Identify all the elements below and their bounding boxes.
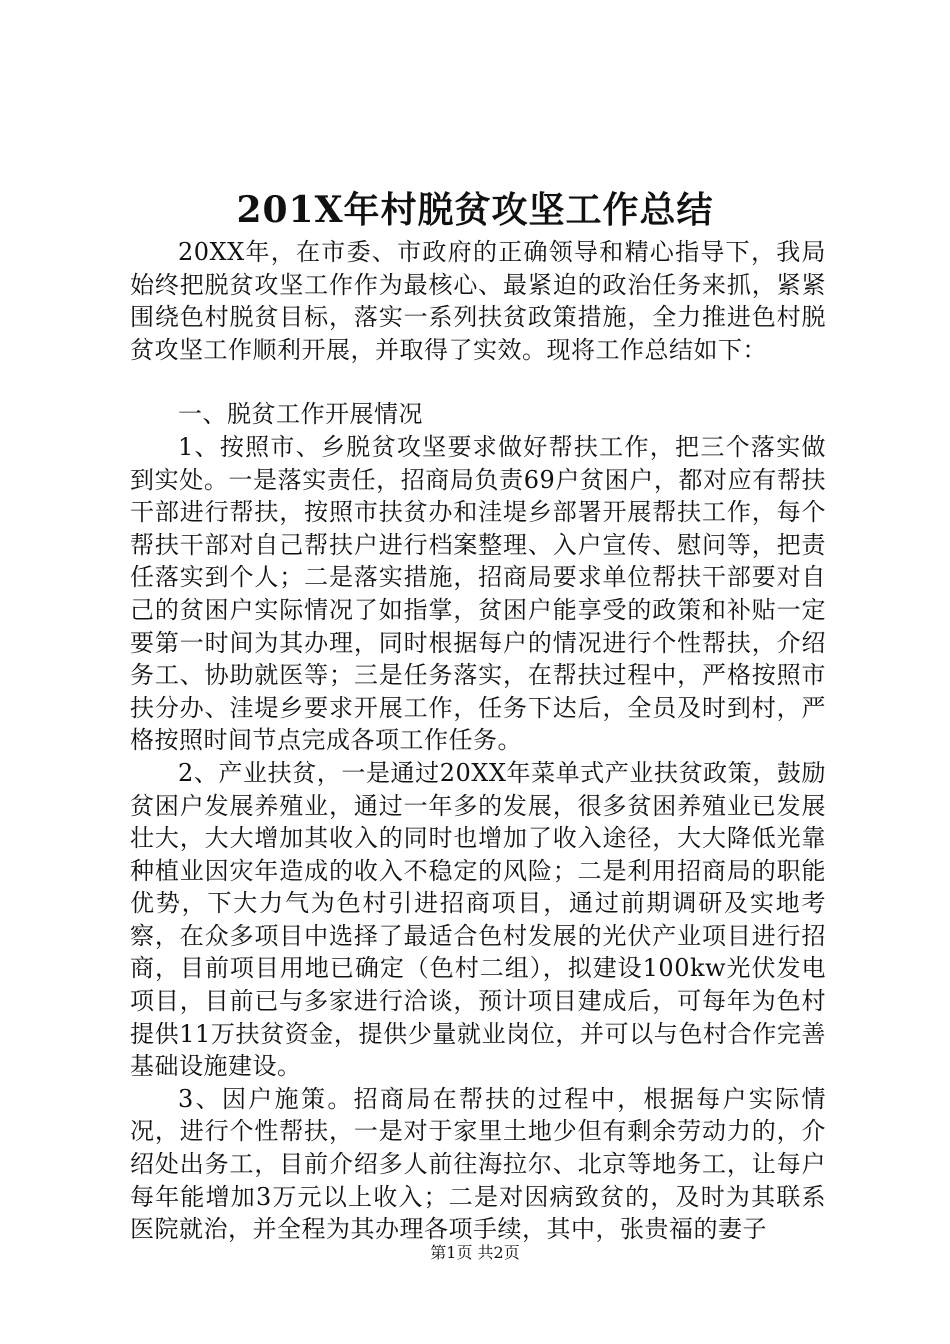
page-footer: 第1页 共2页 <box>430 1243 520 1262</box>
section-heading: 一、脱贫工作开展情况 <box>178 400 423 429</box>
paragraph-1: 1、按照市、乡脱贫攻坚要求做好帮扶工作，把三个落实做到实处。一是落实责任，招商局负责69户贫困户，都对应有帮扶干部进行帮扶，按照市扶贫办和洼堤乡部署开展帮扶工作，每个帮扶干部对自己帮扶户进行档案整理、入户宣传、慰问等，把责任落实到个人；二是落实措施，招商局要求单位帮扶干部要对自己的贫困户实际情况了如指掌，贫困户能享受的政策和补贴一定要第一时间为其办理，同时根据每户的情况进行个性帮扶，介绍务工、协助就医等；三是任务落实，在帮扶过程中，严格按照市扶分办、洼堤乡要求开展工作，任务下达后，全员及时到村，严格按照时间节点完成各项工作任务。 <box>130 432 826 755</box>
document-title: 201X年村脱贫攻坚工作总结 <box>236 189 714 231</box>
intro-paragraph: 20XX年，在市委、市政府的正确领导和精心指导下，我局始终把脱贫攻坚工作作为最核心、最紧迫的政治任务来抓，紧紧围绕色村脱贫目标，落实一系列扶贫政策措施，全力推进色村脱贫攻坚工作顺利开展，并取得了实效。现将工作总结如下： <box>130 238 826 364</box>
document-body <box>130 236 826 1246</box>
paragraph-3: 3、因户施策。招商局在帮扶的过程中，根据每户实际情况，进行个性帮扶，一是对于家里土地少但有剩余劳动力的，介绍处出务工，目前介绍多人前往海拉尔、北京等地务工，让每户每年能增加3万元以上收入；二是对因病致贫的，及时为其联系医院就治，并全程为其办理各项手续，其中，张贵福的妻子 <box>130 1084 826 1244</box>
paragraph-2: 2、产业扶贫，一是通过20XX年菜单式产业扶贫政策，鼓励贫困户发展养殖业，通过一年多的发展，很多贫困养殖业已发展壮大，大大增加其收入的同时也增加了收入途径，大大降低光靠种植业因灾年造成的收入不稳定的风险；二是利用招商局的职能优势，下大力气为色村引进招商项目，通过前期调研及实地考察，在众多项目中选择了最适合色村发展的光伏产业项目进行招商，目前项目用地已确定（色村二组），拟建设100kw光伏发电项目，目前已与多家进行洽谈，预计项目建成后，可每年为色村提供11万扶贫资金，提供少量就业岗位，并可以与色村合作完善基础设施建设。 <box>130 758 826 1081</box>
